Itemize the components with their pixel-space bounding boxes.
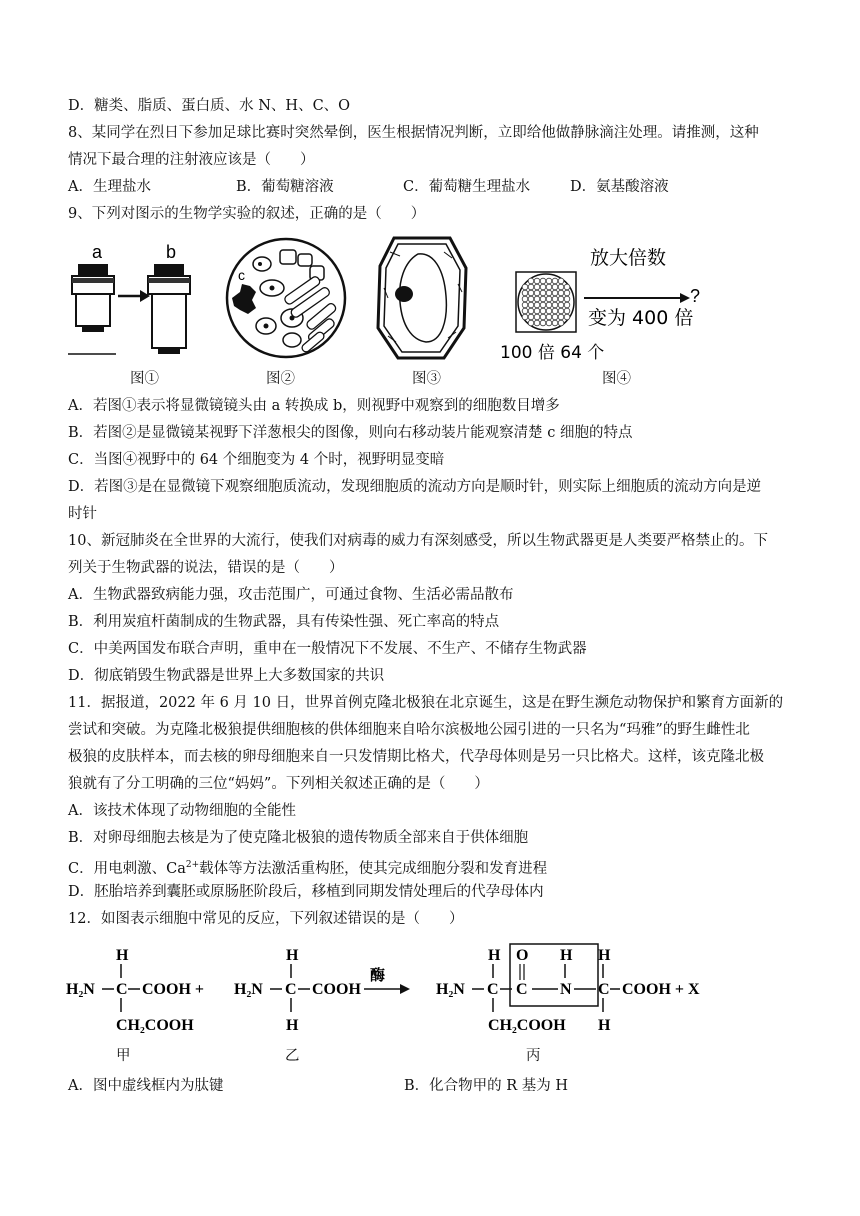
fig4-cell-dot [540, 290, 546, 296]
yi-caption: 乙 [285, 1048, 300, 1064]
jia-h2n: H₂N [66, 981, 95, 998]
reaction-diagram [64, 938, 724, 1038]
q12-option-b: B．化合物甲的 R 基为 H [404, 1078, 569, 1094]
bing-c3: C [598, 981, 610, 998]
fig4-cell-dot [564, 314, 570, 320]
q9-option-d-line1: D．若图③是在显微镜下观察细胞质流动，发现细胞质的流动方向是顺时针，则实际上细胞质的流动方向是逆 [68, 479, 762, 495]
fig4-cell-dot [558, 284, 564, 290]
q11-stem-line2: 尝试和突破。为克隆北极狼提供细胞核的供体细胞来自哈尔滨极地公园引进的一只名为“玛雅”的野生雌性北 [68, 722, 750, 738]
fig4-cell-dot [540, 320, 546, 326]
fig4-cell-dot [528, 320, 534, 326]
fig4-caption: 图④ [602, 371, 631, 387]
q8-option-c: C．葡萄糖生理盐水 [403, 179, 531, 195]
fig4-cell-dot [522, 302, 528, 308]
fig4-cell-dot [534, 290, 540, 296]
q7-option-d: D．糖类、脂质、蛋白质、水 N、H、C、O [68, 98, 351, 114]
fig4-cell-dot [564, 284, 570, 290]
fig4-cell-dot [558, 320, 564, 326]
fig1-label-a: a [92, 242, 103, 262]
bing-o: O [516, 947, 529, 964]
fig4-cell-dot [528, 302, 534, 308]
fig4-cell-dot [552, 278, 558, 284]
fig4-cell-dot [558, 314, 564, 320]
q8-stem-line1: 8、某同学在烈日下参加足球比赛时突然晕倒，医生根据情况判断，立即给他做静脉滴注处理。请推测，这种 [68, 125, 759, 141]
jia-r-group: CH₂COOH [116, 1017, 194, 1034]
fig4-cell-dot [534, 308, 540, 314]
fig4-cell-dot [558, 296, 564, 302]
jia-h-top: H [116, 947, 129, 964]
q12-option-a: A．图中虚线框内为肽键 [68, 1078, 224, 1094]
fig4-cell-dot [528, 278, 534, 284]
fig4-cell-dot [534, 314, 540, 320]
q11-option-a: A．该技术体现了动物细胞的全能性 [68, 803, 296, 819]
fig4-cell-dot [564, 296, 570, 302]
bing-h-c3: H [598, 947, 611, 964]
q9-option-b: B．若图②是显微镜某视野下洋葱根尖的图像，则向右移动装片能观察清楚 c 细胞的特点 [68, 425, 633, 441]
fig4-cell-dot [540, 284, 546, 290]
fig4-cell-dot [552, 290, 558, 296]
fig4-cell-dot [528, 314, 534, 320]
q9-option-a: A．若图①表示将显微镜镜头由 a 转换成 b，则视野中观察到的细胞数目增多 [68, 398, 560, 414]
fig4-cell-dot [546, 314, 552, 320]
bing-h-top: H [488, 947, 501, 964]
fig4-cell-dot [540, 314, 546, 320]
fig4-cell-dot [558, 278, 564, 284]
bing-h-bottom: H [598, 1017, 611, 1034]
fig1-caption: 图① [130, 371, 159, 387]
fig4-cell-dot [522, 314, 528, 320]
figure-4-magnification [500, 242, 700, 362]
yi-h2n: H₂N [234, 981, 263, 998]
fig4-cell-dot [534, 278, 540, 284]
figure-2-root-tip-field [222, 236, 350, 360]
q9-option-c: C．当图④视野中的 64 个细胞变为 4 个时，视野明显变暗 [68, 452, 445, 468]
bing-cooh: COOH + X [622, 981, 700, 998]
fig4-cell-dot [534, 302, 540, 308]
bing-h2n: H₂N [436, 981, 465, 998]
fig4-cell-dot [528, 308, 534, 314]
yi-h-top: H [286, 947, 299, 964]
bing-n: N [560, 981, 572, 998]
fig4-question-mark: ? [690, 286, 700, 306]
q10-stem-line1: 10、新冠肺炎在全世界的大流行，使我们对病毒的威力有深刻感受，所以生物武器更是人类要严格禁止的。下 [68, 533, 768, 549]
fig4-cell-dot [552, 320, 558, 326]
bing-caption: 丙 [526, 1048, 541, 1064]
fig4-cell-dot [564, 302, 570, 308]
figure-1-objectives [66, 240, 206, 360]
q11-option-b: B．对卵母细胞去核是为了使克隆北极狼的遗传物质全部来自于供体细胞 [68, 830, 529, 846]
fig4-cell-dot [546, 290, 552, 296]
q10-option-d: D．彻底销毁生物武器是世界上大多数国家的共识 [68, 668, 385, 684]
bing-c1: C [487, 981, 499, 998]
fig4-cell-dot [546, 284, 552, 290]
fig4-cell-dot [534, 284, 540, 290]
fig4-cell-dot [558, 290, 564, 296]
fig4-text-400x: 变为 400 倍 [588, 307, 694, 329]
fig4-cell-dot [546, 320, 552, 326]
fig4-cell-dot [534, 320, 540, 326]
fig4-cell-dot [522, 284, 528, 290]
fig1-label-b: b [166, 242, 177, 262]
figure-3-plant-cell [374, 232, 470, 362]
fig4-cell-dot [546, 302, 552, 308]
q9-stem: 9、下列对图示的生物学实验的叙述，正确的是（ ） [68, 206, 426, 222]
fig4-cell-dot [540, 302, 546, 308]
fig4-cell-dot [534, 296, 540, 302]
q8-stem-line2: 情况下最合理的注射液应该是（ ） [68, 152, 315, 168]
bing-c2: C [516, 981, 528, 998]
bing-r-group: CH₂COOH [488, 1017, 566, 1034]
fig4-cell-dot [564, 290, 570, 296]
enzyme-label: 酶 [370, 968, 386, 984]
yi-cooh: COOH [312, 981, 361, 998]
jia-cooh: COOH + [142, 981, 205, 998]
fig4-cell-dot [540, 308, 546, 314]
bing-h-n: H [560, 947, 573, 964]
fig4-text-100x-64: 100 倍 64 个 [500, 343, 605, 362]
q12-stem: 12．如图表示细胞中常见的反应，下列叙述错误的是（ ） [68, 911, 464, 927]
fig4-cell-dot [558, 308, 564, 314]
fig4-cell-dot [552, 302, 558, 308]
yi-c: C [285, 981, 297, 998]
q11-stem-line1: 11．据报道，2022 年 6 月 10 日，世界首例克隆北极狼在北京诞生，这是在野生濒危动物保护和繁育方面新的 [68, 695, 784, 711]
fig4-cell-dot [522, 296, 528, 302]
fig4-cell-dot [552, 308, 558, 314]
jia-c: C [116, 981, 128, 998]
fig4-cell-dot [546, 278, 552, 284]
fig4-cell-dot [528, 284, 534, 290]
q11-stem-line3: 极狼的皮肤样本，而去核的卵母细胞来自一只发情期比格犬，代孕母体则是另一只比格犬。这样，该克隆北极 [68, 749, 764, 765]
fig4-cell-dot [540, 278, 546, 284]
q8-option-a: A．生理盐水 [68, 179, 151, 195]
fig4-text-magnification: 放大倍数 [590, 247, 667, 269]
fig4-cell-dot [546, 308, 552, 314]
q10-option-b: B．利用炭疽杆菌制成的生物武器，具有传染性强、死亡率高的特点 [68, 614, 500, 630]
fig3-caption: 图③ [412, 371, 441, 387]
fig4-cell-dot [528, 296, 534, 302]
fig4-cell-dot [552, 296, 558, 302]
q8-option-d: D．氨基酸溶液 [570, 179, 669, 195]
q11-stem-line4: 狼就有了分工明确的三位“妈妈”。下列相关叙述正确的是（ ） [68, 776, 489, 792]
jia-caption: 甲 [116, 1048, 131, 1064]
q10-stem-line2: 列关于生物武器的说法，错误的是（ ） [68, 560, 344, 576]
q11-option-c: C．用电刺激、$Ca^{2+}$载体等方法激活重构胚，使其完成细胞分裂和发育进程 [68, 860, 548, 877]
q10-option-c: C．中美两国发布联合声明，重申在一般情况下不发展、不生产、不储存生物武器 [68, 641, 587, 657]
fig4-cell-dot [546, 296, 552, 302]
fig4-cell-dot [522, 290, 528, 296]
fig4-cell-dot [558, 302, 564, 308]
q10-option-a: A．生物武器致病能力强，攻击范围广，可通过食物、生活必需品散布 [68, 587, 514, 603]
yi-h-bottom: H [286, 1017, 299, 1034]
fig4-cell-dot [552, 284, 558, 290]
q9-option-d-line2: 时针 [68, 506, 97, 522]
fig4-cell-dot [540, 296, 546, 302]
fig4-cell-dot [528, 290, 534, 296]
fig4-cell-dot [552, 314, 558, 320]
q11-option-d: D．胚胎培养到囊胚或原肠胚阶段后，移植到同期发情处理后的代孕母体内 [68, 884, 544, 900]
q8-option-b: B．葡萄糖溶液 [236, 179, 334, 195]
fig2-label-c: c [238, 267, 245, 283]
fig2-caption: 图② [266, 371, 295, 387]
fig4-cell-dot [564, 308, 570, 314]
fig4-cell-dot [522, 308, 528, 314]
